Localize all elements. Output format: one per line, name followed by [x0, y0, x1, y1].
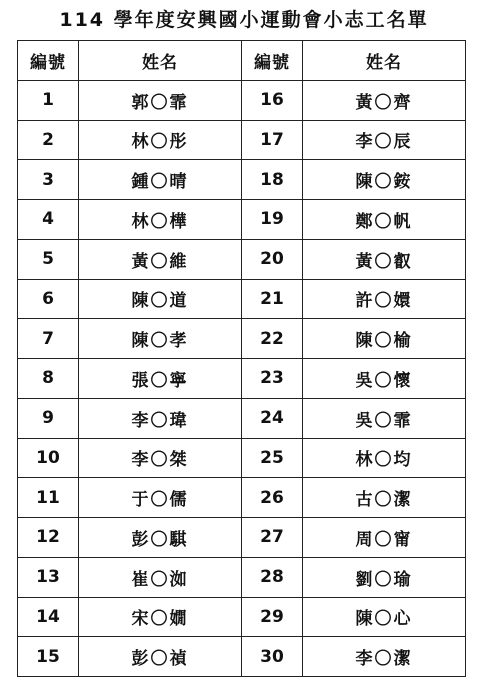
page-title: 114 學年度安興國小運動會小志工名單 — [59, 9, 429, 31]
number-cell: 13 — [18, 557, 79, 597]
header-number-right: 編號 — [242, 41, 303, 81]
name-cell: 李〇瑋 — [79, 398, 242, 438]
name-cell: 于〇儒 — [79, 478, 242, 518]
name-cell: 彭〇騏 — [79, 518, 242, 558]
number-cell: 30 — [242, 637, 303, 677]
number-cell: 20 — [242, 239, 303, 279]
table-row — [18, 637, 466, 677]
name-cell: 許〇嬛 — [303, 279, 466, 319]
table-row — [18, 359, 466, 399]
table-row — [18, 557, 466, 597]
number-cell: 3 — [18, 160, 79, 200]
number-cell: 27 — [242, 518, 303, 558]
number-cell: 11 — [18, 478, 79, 518]
number-cell: 24 — [242, 398, 303, 438]
number-cell: 10 — [18, 438, 79, 478]
name-cell: 李〇桀 — [79, 438, 242, 478]
table-row — [18, 160, 466, 200]
name-cell: 吳〇懷 — [303, 359, 466, 399]
name-cell: 陳〇孝 — [79, 319, 242, 359]
number-cell: 21 — [242, 279, 303, 319]
number-cell: 18 — [242, 160, 303, 200]
header-name-right: 姓名 — [303, 41, 466, 81]
number-cell: 22 — [242, 319, 303, 359]
name-cell: 吳〇霏 — [303, 398, 466, 438]
name-cell: 宋〇嫺 — [79, 597, 242, 637]
number-cell: 16 — [242, 80, 303, 120]
number-cell: 9 — [18, 398, 79, 438]
name-cell: 黃〇齊 — [303, 80, 466, 120]
table-row — [18, 279, 466, 319]
name-cell: 林〇彤 — [79, 120, 242, 160]
number-cell: 28 — [242, 557, 303, 597]
number-cell: 17 — [242, 120, 303, 160]
volunteer-table — [17, 40, 466, 677]
name-cell: 張〇寧 — [79, 359, 242, 399]
number-cell: 5 — [18, 239, 79, 279]
number-cell: 14 — [18, 597, 79, 637]
table-row — [18, 438, 466, 478]
table-row — [18, 398, 466, 438]
table-row — [18, 319, 466, 359]
table-row — [18, 120, 466, 160]
table-row — [18, 200, 466, 240]
number-cell: 1 — [18, 80, 79, 120]
number-cell: 7 — [18, 319, 79, 359]
name-cell: 李〇辰 — [303, 120, 466, 160]
header-number-left: 編號 — [18, 41, 79, 81]
name-cell: 陳〇心 — [303, 597, 466, 637]
name-cell: 陳〇榆 — [303, 319, 466, 359]
number-cell: 15 — [18, 637, 79, 677]
number-cell: 25 — [242, 438, 303, 478]
table-header-row — [18, 41, 466, 81]
header-name-left: 姓名 — [79, 41, 242, 81]
name-cell: 郭〇霏 — [79, 80, 242, 120]
number-cell: 29 — [242, 597, 303, 637]
name-cell: 陳〇道 — [79, 279, 242, 319]
name-cell: 古〇潔 — [303, 478, 466, 518]
number-cell: 23 — [242, 359, 303, 399]
name-cell: 黃〇叡 — [303, 239, 466, 279]
number-cell: 12 — [18, 518, 79, 558]
name-cell: 李〇潔 — [303, 637, 466, 677]
name-cell: 彭〇禎 — [79, 637, 242, 677]
table-row — [18, 597, 466, 637]
name-cell: 崔〇洳 — [79, 557, 242, 597]
name-cell: 鄭〇帆 — [303, 200, 466, 240]
name-cell: 周〇甯 — [303, 518, 466, 558]
table-row — [18, 518, 466, 558]
name-cell: 鍾〇晴 — [79, 160, 242, 200]
number-cell: 8 — [18, 359, 79, 399]
name-cell: 黃〇維 — [79, 239, 242, 279]
number-cell: 4 — [18, 200, 79, 240]
number-cell: 26 — [242, 478, 303, 518]
number-cell: 6 — [18, 279, 79, 319]
name-cell: 林〇樺 — [79, 200, 242, 240]
table-row — [18, 239, 466, 279]
table-row — [18, 478, 466, 518]
name-cell: 劉〇瑜 — [303, 557, 466, 597]
table-row — [18, 80, 466, 120]
number-cell: 19 — [242, 200, 303, 240]
name-cell: 林〇均 — [303, 438, 466, 478]
name-cell: 陳〇銨 — [303, 160, 466, 200]
number-cell: 2 — [18, 120, 79, 160]
